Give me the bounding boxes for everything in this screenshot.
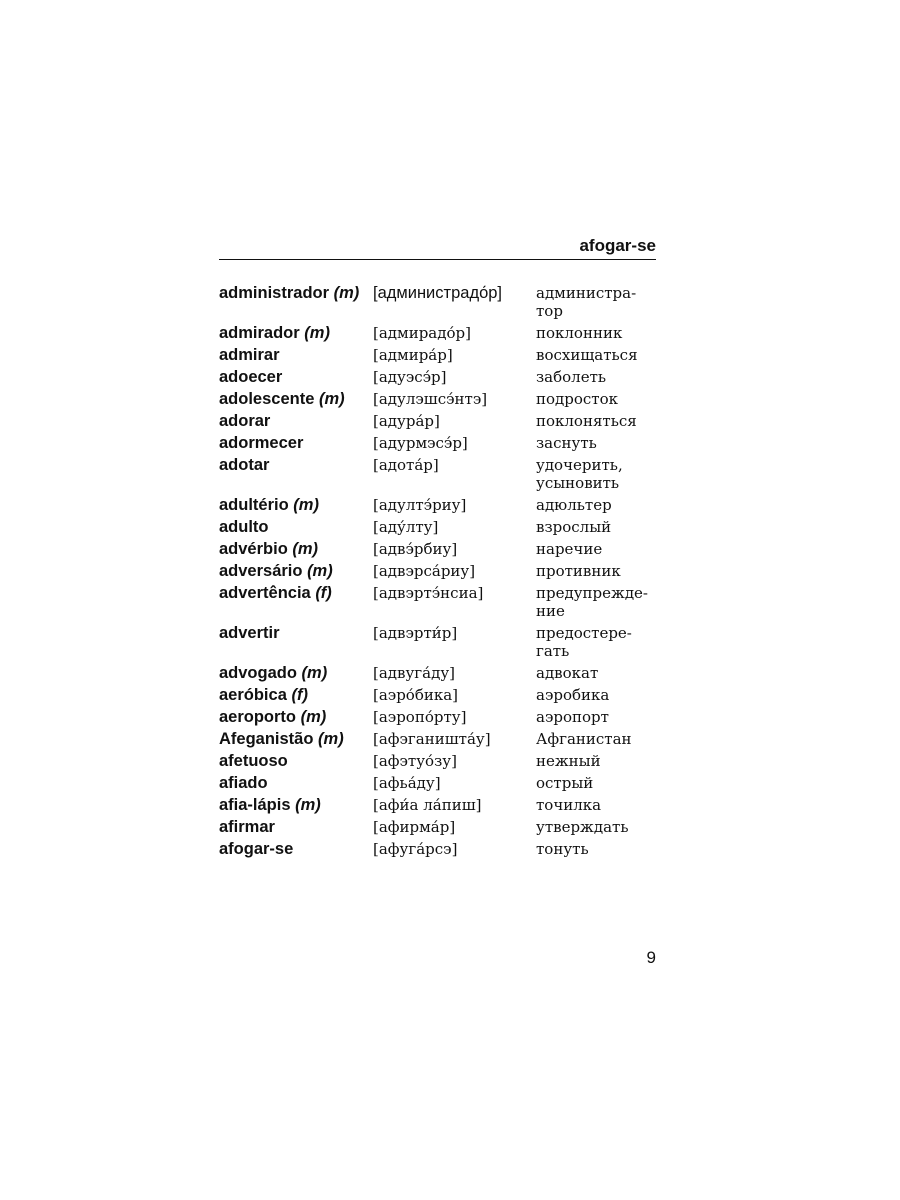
dictionary-entry <box>219 496 656 514</box>
entry-translation <box>536 346 656 364</box>
translation-line: взрослый <box>536 518 612 536</box>
entry-translation <box>536 540 656 558</box>
dictionary-entry <box>219 324 656 342</box>
entry-term <box>219 540 373 558</box>
entry-pronunciation: [адмирадо́р] <box>373 324 471 342</box>
entry-term <box>219 584 373 602</box>
entry-translation <box>536 284 656 320</box>
entry-word: adorar <box>219 412 271 430</box>
dictionary-entry <box>219 346 656 364</box>
entry-term <box>219 818 373 836</box>
entry-pronunciation: [адота́р] <box>373 456 439 474</box>
entry-gender: (m) <box>333 284 360 302</box>
entry-word: admirador <box>219 324 300 342</box>
entry-pronunciation: [аэро́бика] <box>373 686 459 704</box>
entry-word: adoecer <box>219 368 283 386</box>
entry-term <box>219 840 373 858</box>
translation-line: предупрежде- <box>536 584 648 602</box>
entry-term <box>219 796 373 814</box>
entry-translation <box>536 562 656 580</box>
dictionary-entry <box>219 284 656 320</box>
dictionary-entry <box>219 686 656 704</box>
dictionary-entry <box>219 730 656 748</box>
entry-word: admirar <box>219 346 280 364</box>
entry-gender: (m) <box>307 562 333 580</box>
entry-term <box>219 456 373 474</box>
dictionary-entry <box>219 664 656 682</box>
entry-gender: (m) <box>304 324 330 342</box>
dictionary-entry <box>219 368 656 386</box>
entry-translation <box>536 686 656 704</box>
dictionary-entry <box>219 518 656 536</box>
entry-term <box>219 624 373 642</box>
translation-line: нежный <box>536 752 601 770</box>
entry-translation <box>536 518 656 536</box>
translation-line: противник <box>536 562 621 580</box>
translation-line: удочерить, <box>536 456 623 474</box>
entry-term <box>219 562 373 580</box>
translation-line: утверждать <box>536 818 629 836</box>
entry-pronunciation: [аэропо́рту] <box>373 708 467 726</box>
translation-line: адюльтер <box>536 496 612 514</box>
entry-translation <box>536 840 656 858</box>
entry-translation <box>536 818 656 836</box>
translation-line: гать <box>536 642 570 660</box>
entry-word: afiado <box>219 774 268 792</box>
entry-term <box>219 284 373 302</box>
entry-pronunciation: [адурмэсэ́р] <box>373 434 468 452</box>
translation-line: администра- <box>536 284 637 302</box>
entry-translation <box>536 456 656 492</box>
dictionary-entry <box>219 818 656 836</box>
entry-translation <box>536 390 656 408</box>
entry-pronunciation: [адулэшсэ́нтэ] <box>373 390 488 408</box>
dictionary-entry <box>219 456 656 492</box>
entry-pronunciation: [афэтуо́зу] <box>373 752 457 770</box>
entry-word: adormecer <box>219 434 304 452</box>
entry-term <box>219 664 373 682</box>
entry-pronunciation: [афэганишта́у] <box>373 730 491 748</box>
entry-word: aeróbica <box>219 686 287 704</box>
dictionary-entry <box>219 584 656 620</box>
entry-term <box>219 730 373 748</box>
entry-pronunciation: [адуэсэ́р] <box>373 368 447 386</box>
dictionary-entry <box>219 708 656 726</box>
entry-word: adversário <box>219 562 303 580</box>
dictionary-entry <box>219 796 656 814</box>
entry-pronunciation: [адултэ́риу] <box>373 496 467 514</box>
entry-translation <box>536 412 656 430</box>
entry-word: afetuoso <box>219 752 288 770</box>
header-rule <box>219 259 656 260</box>
entry-translation <box>536 434 656 452</box>
translation-line: восхищаться <box>536 346 638 364</box>
entry-pronunciation: [аду́лту] <box>373 518 439 536</box>
entry-gender: (m) <box>300 708 327 726</box>
page-number: 9 <box>646 948 656 967</box>
entry-term <box>219 496 373 514</box>
dictionary-entry <box>219 840 656 858</box>
translation-line: поклоняться <box>536 412 637 430</box>
entry-translation <box>536 796 656 814</box>
entry-word: adotar <box>219 456 270 474</box>
entry-word: afogar-se <box>219 840 294 858</box>
entry-translation <box>536 774 656 792</box>
entry-gender: (m) <box>292 540 319 558</box>
entry-word: afirmar <box>219 818 275 836</box>
entry-word: adulto <box>219 518 269 536</box>
entry-gender: (m) <box>318 730 344 748</box>
running-head: afogar-se <box>579 236 656 255</box>
entry-word: aeroporto <box>219 708 297 726</box>
dictionary-entry <box>219 624 656 660</box>
entry-translation <box>536 584 656 620</box>
entry-pronunciation: [афи́а ла́пиш] <box>373 796 482 814</box>
dictionary-entry <box>219 562 656 580</box>
translation-line: тонуть <box>536 840 589 858</box>
dictionary-entries <box>219 284 656 862</box>
translation-line: заболеть <box>536 368 607 386</box>
entry-term <box>219 708 373 726</box>
translation-line: наречие <box>536 540 603 558</box>
entry-translation <box>536 324 656 342</box>
entry-pronunciation: [адвэ́рбиу] <box>373 540 458 558</box>
entry-pronunciation: [администрадо́р] <box>373 284 503 302</box>
translation-line: острый <box>536 774 594 792</box>
translation-line: Афганистан <box>536 730 632 748</box>
dictionary-entry <box>219 412 656 430</box>
entry-word: adolescente <box>219 390 315 408</box>
translation-line: подросток <box>536 390 619 408</box>
entry-term <box>219 686 373 704</box>
entry-gender: (m) <box>318 390 345 408</box>
entry-gender: (f) <box>315 584 332 602</box>
translation-line: аэробика <box>536 686 610 704</box>
entry-translation <box>536 496 656 514</box>
entry-gender: (m) <box>293 496 319 514</box>
entry-translation <box>536 368 656 386</box>
entry-word: adultério <box>219 496 289 514</box>
entry-term <box>219 390 373 408</box>
entry-translation <box>536 708 656 726</box>
translation-line: заснуть <box>536 434 597 452</box>
entry-term <box>219 368 373 386</box>
entry-translation <box>536 730 656 748</box>
dictionary-entry <box>219 434 656 452</box>
entry-term <box>219 774 373 792</box>
entry-pronunciation: [афуга́рсэ] <box>373 840 458 858</box>
translation-line: предостере- <box>536 624 632 642</box>
entry-translation <box>536 752 656 770</box>
translation-line: тор <box>536 302 563 320</box>
entry-word: Afeganistão <box>219 730 314 748</box>
entry-word: afia-lápis <box>219 796 291 814</box>
translation-line: аэропорт <box>536 708 609 726</box>
dictionary-entry <box>219 390 656 408</box>
entry-word: advogado <box>219 664 297 682</box>
entry-gender: (f) <box>291 686 308 704</box>
entry-pronunciation: [адвэрти́р] <box>373 624 458 642</box>
entry-pronunciation: [адвэртэ́нсиа] <box>373 584 484 602</box>
entry-word: advérbio <box>219 540 288 558</box>
entry-gender: (m) <box>295 796 321 814</box>
entry-translation <box>536 664 656 682</box>
dictionary-entry <box>219 774 656 792</box>
entry-pronunciation: [адура́р] <box>373 412 440 430</box>
entry-gender: (m) <box>301 664 328 682</box>
translation-line: поклонник <box>536 324 623 342</box>
translation-line: ние <box>536 602 565 620</box>
entry-word: administrador <box>219 284 330 302</box>
entry-word: advertir <box>219 624 280 642</box>
translation-line: точилка <box>536 796 602 814</box>
dictionary-entry <box>219 540 656 558</box>
entry-term <box>219 324 373 342</box>
entry-term <box>219 434 373 452</box>
entry-pronunciation: [адвэрса́риу] <box>373 562 476 580</box>
entry-pronunciation: [адмира́р] <box>373 346 453 364</box>
entry-term <box>219 752 373 770</box>
entry-translation <box>536 624 656 660</box>
entry-pronunciation: [афирма́р] <box>373 818 456 836</box>
translation-line: усыновить <box>536 474 620 492</box>
entry-term <box>219 518 373 536</box>
entry-term <box>219 412 373 430</box>
entry-word: advertência <box>219 584 311 602</box>
entry-pronunciation: [афьа́ду] <box>373 774 441 792</box>
entry-pronunciation: [адвуга́ду] <box>373 664 456 682</box>
dictionary-entry <box>219 752 656 770</box>
translation-line: адвокат <box>536 664 599 682</box>
entry-term <box>219 346 373 364</box>
